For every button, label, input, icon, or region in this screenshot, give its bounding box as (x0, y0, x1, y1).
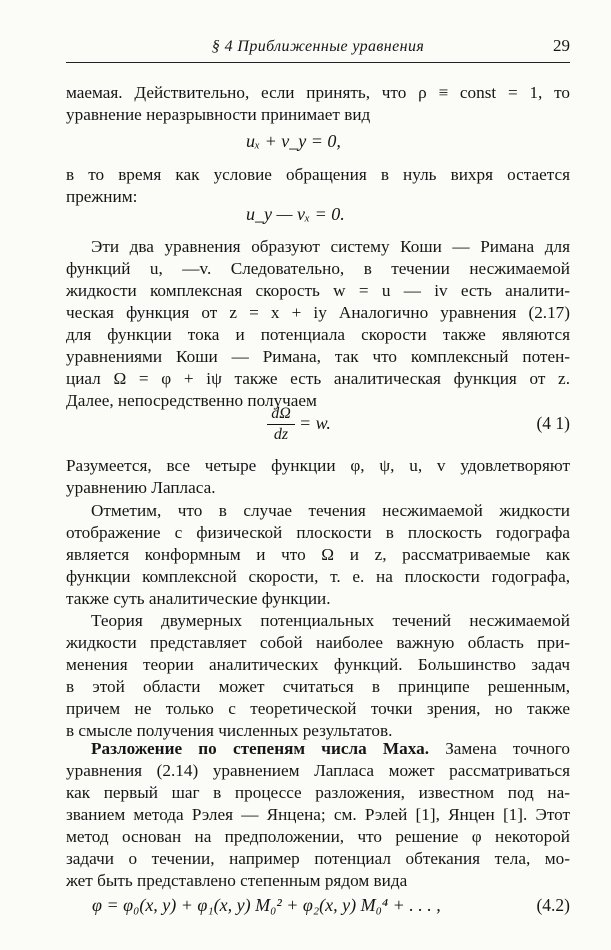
text-line: уравнения (2.14) уравнением Лапласа может рассматриваться (66, 761, 570, 780)
text-line: Эти два уравнения образуют систему Коши — Римана для (91, 237, 570, 256)
text-line: в смысле получения численных результатов. (66, 721, 393, 740)
derivative-rhs: = w. (299, 413, 331, 433)
text-line: уравнение неразрывности принимает вид (66, 105, 371, 124)
text-line: циал Ω = φ + iψ также есть аналитическая функция от z. (66, 369, 570, 388)
text-line: является конформным и что Ω и z, рассматриваемые как (66, 545, 570, 564)
vorticity-equation: u_y — vₓ = 0. (246, 204, 345, 224)
text-line: прежним: (66, 187, 138, 206)
text-line: маемая. Действительно, если принять, что ρ ≡ const = 1, то (66, 83, 570, 102)
section-first-line (91, 738, 570, 760)
fraction-numerator: dΩ (271, 405, 291, 422)
text-line: ческая функция от z = x + iy Аналогично уравнения (2.17) (66, 303, 570, 322)
text-line: также суть аналитические функции. (66, 589, 331, 608)
page-number: 29 (553, 36, 570, 55)
page-header (66, 38, 570, 63)
text-line: отображение с физической плоскости в плоскость годографа (66, 523, 570, 542)
text-line: причем не только с теоретической точки зрения, но также (66, 699, 570, 718)
text-line: жидкости представляет собой наиболее важную область при- (66, 633, 570, 652)
fraction-bar (267, 424, 295, 425)
text-line: как первый шаг в процессе разложения, известном под на- (66, 783, 570, 802)
text-line: функций u, —v. Следовательно, в течении несжимаемой (66, 259, 570, 278)
text-line: Разумеется, все четыре функции φ, ψ, u, v удовлетворяют (66, 456, 570, 475)
text-line: Теория двумерных потенциальных течений несжимаемой (91, 611, 570, 630)
derivative-fraction (267, 405, 295, 444)
text-line: для функции тока и потенциала скорости также являются (66, 325, 570, 344)
text-line: задачи о течении, например потенциал обтекания тела, мо- (66, 849, 570, 868)
running-title: § 4 Приближенные уравнения (211, 38, 425, 55)
fraction-denominator: dz (273, 426, 289, 443)
section-heading: Разложение по степеням числа Маха. (91, 739, 429, 758)
text-line: менения теории аналитических функций. Большинство задач (66, 655, 570, 674)
text-line: уравнению Лапласа. (66, 478, 216, 497)
equation-number-4-2: (4.2) (536, 895, 570, 915)
continuity-equation: uₓ + v_y = 0, (246, 131, 341, 151)
text-line: функции комплексной скорости, т. е. на плоскости годографа, (66, 567, 570, 586)
text-line: Отметим, что в случае течения несжимаемой жидкости (91, 501, 570, 520)
text-line: жет быть представлено степенным рядом вида (66, 871, 408, 890)
text-line: в то время как условие обращения в нуль вихря остается (66, 165, 570, 184)
text-line: уравнениями Коши — Римана, так что комплексный потен- (66, 347, 570, 366)
text-line: званием метода Рэлея — Янцена; см. Рэлей [1], Янцен [1]. Этот (66, 805, 570, 824)
equation-number-4-1: (4 1) (536, 413, 570, 433)
text-line: в этой области может считаться в принципе решенным, (66, 677, 570, 696)
series-expansion-formula: φ = φ₀(x, y) + φ₁(x, y) M₀² + φ₂(x, y) M₀⁴ + . . . , (92, 895, 441, 915)
text-fragment: Замена точного (445, 739, 571, 758)
text-line: метод основан на предположении, что решение φ некоторой (66, 827, 570, 846)
text-line: Далее, непосредственно получаем (66, 391, 317, 410)
text-line: жидкости комплексная скорость w = u — iv есть аналити- (66, 281, 570, 300)
